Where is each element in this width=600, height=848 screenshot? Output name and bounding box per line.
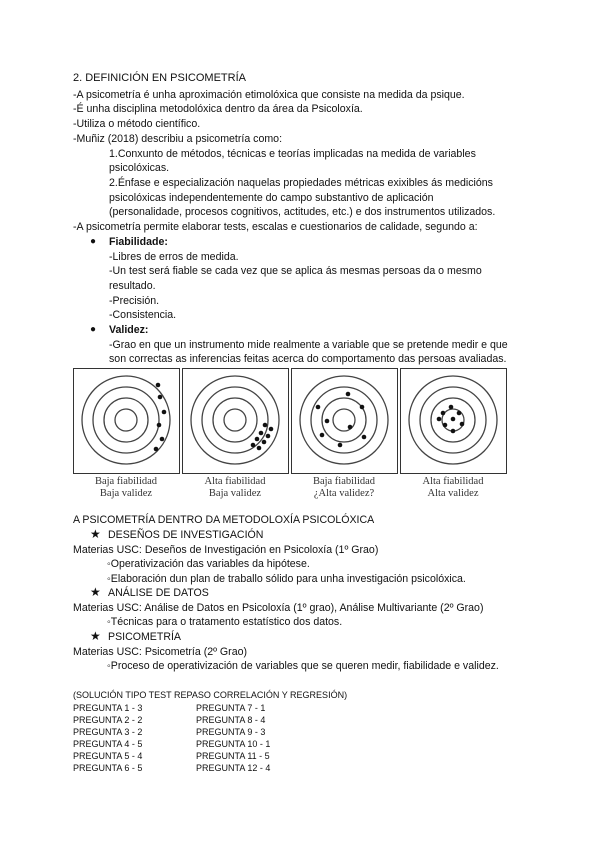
fiabilidade-line: -Un test será fiable se cada vez que se aplica ás mesmas persoas da o mesmo xyxy=(109,265,482,277)
target-rings-icon xyxy=(292,369,396,472)
answer-item: PREGUNTA 10 - 1 xyxy=(196,739,271,749)
answer-item: PREGUNTA 5 - 4 xyxy=(73,751,143,761)
block-item: ◦Elaboración dun plan de traballo sólido para unha investigación psicolóxica. xyxy=(107,573,466,585)
muniz-line: psicolóxicas. xyxy=(109,162,170,174)
target-rings-icon xyxy=(74,369,178,472)
answer-item: PREGUNTA 3 - 2 xyxy=(73,727,143,737)
target-caption: Baja fiabilidad Baja validez xyxy=(94,476,158,499)
answer-item: PREGUNTA 7 - 1 xyxy=(196,703,266,713)
muniz-line: 2.Énfase e especialización naquelas propiedades métricas exixibles ás medicións xyxy=(109,177,493,189)
target-diagram xyxy=(291,368,398,474)
fiabilidade-line: -Precisión. xyxy=(109,295,160,307)
target-rings-icon xyxy=(401,369,505,472)
validez-label: Validez: xyxy=(109,324,149,336)
text-line: -Utiliza o método científico. xyxy=(73,118,201,130)
target-caption: Baja fiabilidad ¿Alta validez? xyxy=(312,476,376,499)
muniz-line: 1.Conxunto de métodos, técnicas e teorías implicadas na medida de variables xyxy=(109,148,476,160)
block-heading: DESEÑOS DE INVESTIGACIÓN xyxy=(108,529,264,541)
text-line: -É unha disciplina metodolóxica dentro da área da Psicoloxía. xyxy=(73,103,363,115)
answer-item: PREGUNTA 4 - 5 xyxy=(73,739,143,749)
block-materias: Materias USC: Deseños de Investigación en Psicoloxía (1º Grao) xyxy=(73,544,379,556)
target-diagram xyxy=(400,368,507,474)
section-title: 2. DEFINICIÓN EN PSICOMETRÍA xyxy=(73,72,246,84)
block-item: ◦Proceso de operativización de variables que se queren medir, fiabilidade e validez. xyxy=(107,660,499,672)
validez-line: son correctas as inferencias feitas acerca do comportamento das persoas avaliadas. xyxy=(109,353,507,365)
answer-item: PREGUNTA 12 - 4 xyxy=(196,763,271,773)
fiabilidade-line: resultado. xyxy=(109,280,156,292)
fiabilidade-label: Fiabilidade: xyxy=(109,236,168,248)
target-diagram xyxy=(73,368,180,474)
solution-title: (SOLUCIÓN TIPO TEST REPASO CORRELACIÓN Y REGRESIÓN) xyxy=(73,690,348,700)
text-line: -Muñiz (2018) describiu a psicometría como: xyxy=(73,133,283,145)
block-heading: ANÁLISE DE DATOS xyxy=(108,587,209,599)
target-caption: Alta fiabilidad Alta validez xyxy=(422,476,484,499)
block-materias: Materias USC: Análise de Datos en Psicoloxía (1º grao), Análise Multivariante (2º Grao) xyxy=(73,602,484,614)
answer-item: PREGUNTA 2 - 2 xyxy=(73,715,143,725)
star-icon: ★ xyxy=(90,527,101,541)
target-caption: Alta fiabilidad Baja validez xyxy=(204,476,266,499)
block-materias: Materias USC: Psicometría (2º Grao) xyxy=(73,646,248,658)
star-icon: ★ xyxy=(90,629,101,643)
answer-item: PREGUNTA 9 - 3 xyxy=(196,727,266,737)
answer-item: PREGUNTA 8 - 4 xyxy=(196,715,266,725)
answer-item: PREGUNTA 6 - 5 xyxy=(73,763,143,773)
fiabilidade-line: -Libres de erros de medida. xyxy=(109,251,239,263)
fiabilidade-line: -Consistencia. xyxy=(109,309,177,321)
muniz-line: (personalidade, procesos cognitivos, actitudes, etc.) e dos instrumentos utilizados. xyxy=(109,206,496,218)
star-icon: ★ xyxy=(90,585,101,599)
bullet-icon: ● xyxy=(90,324,97,335)
target-diagram xyxy=(182,368,289,474)
text-line: -A psicometría é unha aproximación etimolóxica que consiste na medida da psique. xyxy=(73,89,465,101)
block-heading: PSICOMETRÍA xyxy=(108,631,181,643)
bullet-icon: ● xyxy=(90,236,97,247)
muniz-line: psicolóxicas independentemente do campo substantivo de aplicación xyxy=(109,192,434,204)
text-line: -A psicometría permite elaborar tests, escalas e cuestionarios de calidade, segundo a: xyxy=(73,221,478,233)
metodoloxia-title: A PSICOMETRÍA DENTRO DA METODOLOXÍA PSICOLÓXICA xyxy=(73,514,375,526)
answer-item: PREGUNTA 1 - 3 xyxy=(73,703,143,713)
answer-item: PREGUNTA 11 - 5 xyxy=(196,751,270,761)
block-item: ◦Operativización das variables da hipótese. xyxy=(107,558,310,570)
target-rings-icon xyxy=(183,369,287,472)
validez-line: -Grao en que un instrumento mide realmente a variable que se pretende medir e que xyxy=(109,339,508,351)
block-item: ◦Técnicas para o tratamento estatístico dos datos. xyxy=(107,616,343,628)
